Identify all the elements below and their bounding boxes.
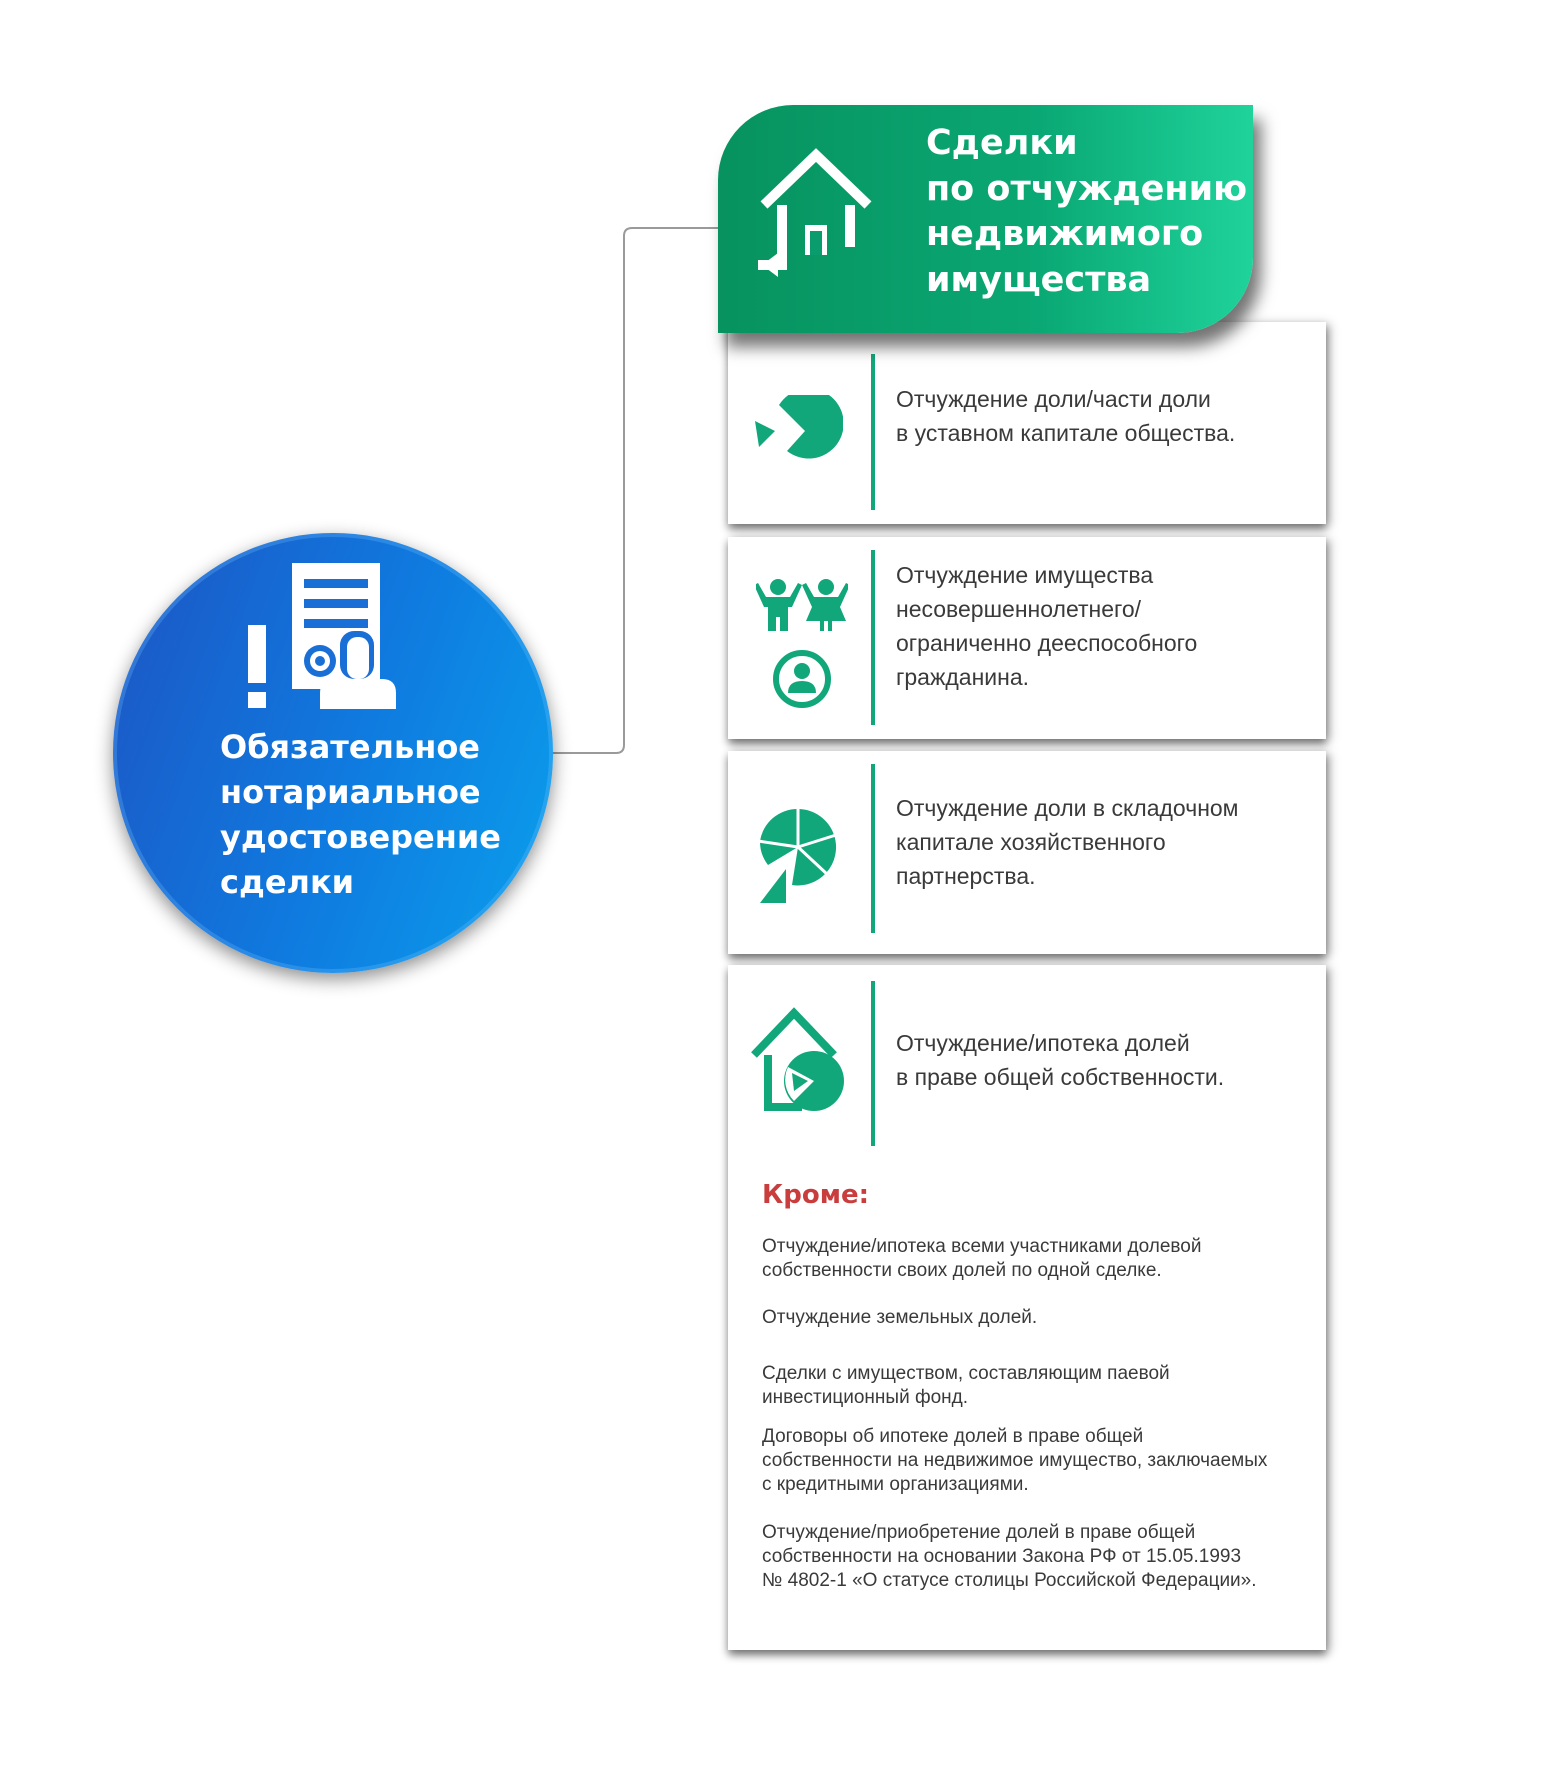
exception-line: Отчуждение земельных долей.	[762, 1307, 1038, 1328]
segmented-pie-icon	[756, 807, 840, 903]
circle-title-line: сделки	[220, 863, 355, 901]
card-text	[896, 382, 1316, 450]
card-divider	[871, 981, 875, 1146]
exception-item	[762, 1521, 1322, 1593]
house-pie-icon	[750, 1007, 850, 1119]
card-text-line: Отчуждение доли/части доли	[896, 386, 1211, 412]
exception-line: Отчуждение/приобретение долей в праве общей	[762, 1522, 1196, 1543]
exception-item	[762, 1362, 1322, 1410]
header-title-line: по отчуждению	[926, 168, 1248, 209]
card-text-line: гражданина.	[896, 664, 1030, 690]
header-title-line: имущества	[926, 259, 1152, 300]
exception-line: Отчуждение/ипотека всеми участниками долевой	[762, 1236, 1202, 1257]
card-text-line: Отчуждение доли в складочном	[896, 795, 1239, 821]
circle-title-line: удостоверение	[220, 818, 501, 856]
card-text-line: Отчуждение имущества	[896, 562, 1154, 588]
exception-line: собственности своих долей по одной сделке.	[762, 1260, 1162, 1281]
card-common-property-share	[728, 965, 1326, 1650]
header-title	[926, 121, 1247, 303]
notary-circle	[113, 533, 553, 973]
card-text-line: в уставном капитале общества.	[896, 420, 1236, 446]
circle-title-line: Обязательное	[220, 728, 480, 766]
exception-item	[762, 1235, 1322, 1283]
exception-line: собственности на недвижимое имущество, заключаемых	[762, 1450, 1268, 1471]
card-text-line: Отчуждение/ипотека долей	[896, 1030, 1190, 1056]
card-divider	[871, 764, 875, 933]
house-arrow-icon	[758, 147, 888, 287]
circle-title-line: нотариальное	[220, 773, 481, 811]
exceptions-title: Кроме:	[762, 1180, 870, 1210]
card-text-line: в праве общей собственности.	[896, 1064, 1225, 1090]
card-text-line: несовершеннолетнего/	[896, 596, 1142, 622]
header-banner	[718, 105, 1253, 333]
exception-line: Сделки с имуществом, составляющим паевой	[762, 1363, 1170, 1384]
pie-share-icon	[753, 395, 843, 467]
children-person-icon	[756, 579, 848, 711]
circle-title	[220, 725, 550, 905]
card-divider	[871, 550, 875, 725]
exception-line: инвестиционный фонд.	[762, 1387, 969, 1408]
card-minor-property	[728, 537, 1326, 739]
card-text	[896, 791, 1316, 893]
exception-line: с кредитными организациями.	[762, 1474, 1029, 1495]
header-title-line: недвижимого	[926, 214, 1204, 254]
card-text-line: ограниченно дееспособного	[896, 630, 1198, 656]
exception-item	[762, 1306, 1322, 1330]
card-share-charter-capital	[728, 322, 1326, 524]
exception-line: собственности на основании Закона РФ от 15.05.1993	[762, 1546, 1242, 1567]
card-text-line: партнерства.	[896, 863, 1036, 889]
card-divider	[871, 354, 875, 510]
exception-line: Договоры об ипотеке долей в праве общей	[762, 1426, 1144, 1447]
exception-item	[762, 1425, 1322, 1497]
notary-stamp-document-icon	[248, 563, 428, 723]
card-text-line: капитале хозяйственного	[896, 829, 1166, 855]
card-partnership-share	[728, 751, 1326, 954]
card-text	[896, 558, 1316, 694]
exception-line: № 4802-1 «О статусе столицы Российской Федерации».	[762, 1570, 1257, 1591]
header-title-line: Сделки	[926, 123, 1078, 163]
card-text	[896, 1026, 1316, 1094]
